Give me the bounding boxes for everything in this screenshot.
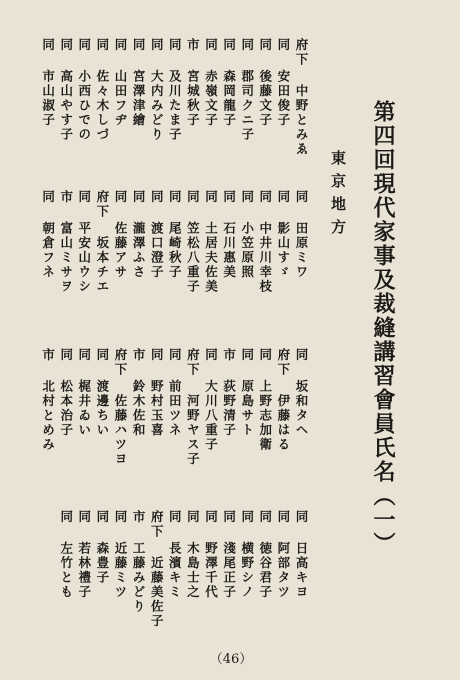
member-entry: 府下 佐藤ハツヨ xyxy=(113,348,128,467)
member-entry: 同 尾崎秋子 xyxy=(167,190,183,280)
member-entry: 同 笠松八重子 xyxy=(185,190,201,294)
member-entry: 同 徳谷君子 xyxy=(257,510,273,600)
member-entry: 同 森豊子 xyxy=(94,510,110,585)
member-entry: 同 朝倉フネ xyxy=(40,190,56,280)
member-entry: 同 原島サト xyxy=(239,348,255,438)
member-entry: 同 佐藤アサ xyxy=(113,190,128,280)
member-entry: 同 左竹とも xyxy=(58,510,74,600)
member-entry: 同 山田フヂ xyxy=(113,38,128,128)
member-entry: 府下 坂本チエ xyxy=(94,190,110,294)
member-entry: 同 平安山ウシ xyxy=(76,190,92,294)
member-entry: 同 及川たま子 xyxy=(167,38,183,142)
member-entry: 同 横野シノ xyxy=(239,510,255,600)
member-entry: 同 梶井ゐい xyxy=(76,348,92,438)
member-entry: 同 小西ひでの xyxy=(76,38,92,142)
member-entry: 同 宮澤津繪 xyxy=(131,38,147,128)
member-entry: 同 高山やす子 xyxy=(58,38,74,142)
member-entry: 同 渡口澄子 xyxy=(149,190,165,280)
member-entry: 同 大川八重子 xyxy=(203,348,219,452)
member-entry: 同 若林禮子 xyxy=(76,510,92,600)
member-entry: 同 小笠原照 xyxy=(239,190,255,280)
member-entry: 同 前田ツネ xyxy=(167,348,183,438)
member-entry: 市 荻野清子 xyxy=(221,348,237,438)
member-entry: 同 後藤文子 xyxy=(257,38,273,128)
member-entry: 府下 中野とみゑ xyxy=(294,38,309,157)
member-entry: 同 近藤ミツ xyxy=(113,510,128,600)
member-entry: 同 石川惠美 xyxy=(221,190,237,280)
member-entry: 市 北村とめみ xyxy=(40,348,56,452)
member-entry: 同 野村玉喜 xyxy=(149,348,165,438)
member-entry: 同 土居夫佐美 xyxy=(203,190,219,294)
member-entry: 府下 河野ヤス子 xyxy=(185,348,201,467)
member-entry: 市 宮城秋子 xyxy=(185,38,201,128)
member-entry: 同 日高キヨ xyxy=(294,510,309,600)
member-entry: 同 木島士之 xyxy=(185,510,201,600)
member-entry: 市 鈴木佐和 xyxy=(131,348,147,438)
member-entry: 同 田原ミワ xyxy=(294,190,309,280)
member-entry: 同 影山すゞ xyxy=(275,190,291,280)
member-entry: 同 中井川幸枝 xyxy=(257,190,273,294)
page-title: 第四回現代家事及裁縫講習會員氏名（一） xyxy=(370,100,396,556)
member-entry: 同 佐々木しづ xyxy=(94,38,110,142)
member-entry: 府下 近藤美佐子 xyxy=(149,510,165,629)
member-entry: 市 富山ミサヲ xyxy=(58,190,74,294)
section-heading: 東京地方 xyxy=(329,150,347,242)
member-entry: 府下 伊藤はる xyxy=(275,348,291,452)
page-number: （46） xyxy=(209,652,253,667)
member-entry: 同 市山淑子 xyxy=(40,38,56,128)
member-entry: 同 長濱キミ xyxy=(167,510,183,600)
member-entry: 同 森岡龍子 xyxy=(221,38,237,128)
member-entry: 同 阿部タツ xyxy=(275,510,291,600)
member-entry: 同 坂和タヘ xyxy=(294,348,309,438)
member-entry: 同 野澤千代 xyxy=(203,510,219,600)
member-entry: 同 郡司クニ子 xyxy=(239,38,255,142)
member-entry: 同 安田俊子 xyxy=(275,38,291,128)
member-entry: 同 瀧澤ふさ xyxy=(131,190,147,280)
member-entry: 同 渡邊ちい xyxy=(94,348,110,438)
member-entry: 同 淺尾正子 xyxy=(221,510,237,600)
member-entry: 同 松本治子 xyxy=(58,348,74,438)
member-entry: 同 上野志加衛 xyxy=(257,348,273,452)
member-entry: 市 工藤みどり xyxy=(131,510,147,614)
member-entry: 同 大内みどり xyxy=(149,38,165,142)
member-entry: 同 赤嶺文子 xyxy=(203,38,219,128)
